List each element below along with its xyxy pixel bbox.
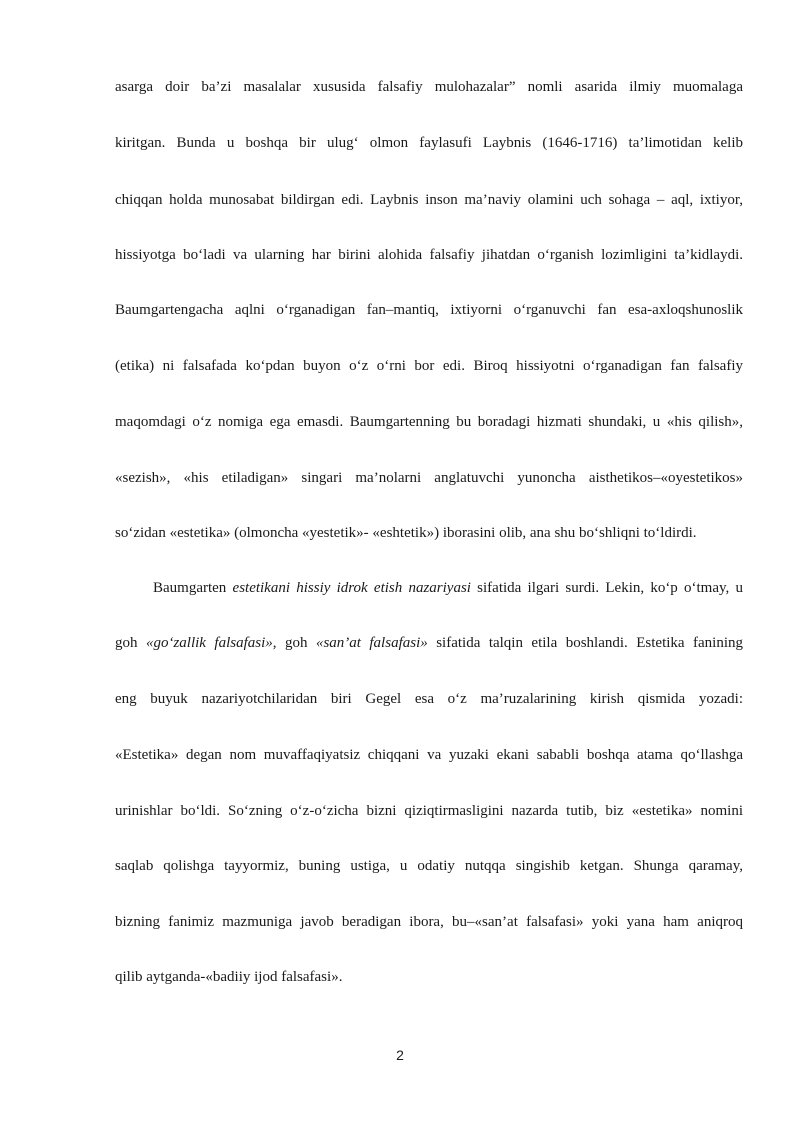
- italic-term: «go‘zallik falsafasi»: [145, 635, 273, 651]
- paragraph-line: [115, 633, 743, 653]
- paragraph-line: hissiyotga bo‘ladi va ularning har birini alohida falsafiy jihatdan o‘rganish lozimligini ta’kidlaydi.: [115, 247, 743, 263]
- page-number: 2: [396, 1047, 404, 1063]
- paragraph-line: [153, 578, 743, 598]
- paragraph-line: eng buyuk nazariyotchilaridan biri Gegel esa o‘z ma’ruzalarining kirish qismida yozadi:: [115, 691, 743, 707]
- paragraph-line: Baumgartengacha aqlni o‘rganadigan fan–mantiq, ixtiyorni o‘rganuvchi fan esa-axloqshunoslik: [115, 302, 743, 318]
- paragraph-line: «sezish», «his etiladigan» singari ma’nolarni anglatuvchi yunoncha aisthetikos–«oyestetikos»: [115, 470, 743, 486]
- paragraph-line: kiritgan. Bunda u boshqa bir ulug‘ olmon faylasufi Laybnis (1646-1716) ta’limotidan kelib: [115, 135, 743, 151]
- paragraph-line: so‘zidan «estetika» (olmoncha «yestetik»- «eshtetik») iborasini olib, ana shu bo‘shliqni to‘ldirdi.: [115, 525, 697, 541]
- text-run: goh: [115, 635, 146, 651]
- paragraph-line: qilib aytganda-«badiiy ijod falsafasi».: [115, 969, 343, 985]
- paragraph-line: (etika) ni falsafada ko‘pdan buyon o‘z o‘rni bor edi. Biroq hissiyotni o‘rganadigan fan falsafiy: [115, 358, 743, 374]
- paragraph-line: «Estetika» degan nom muvaffaqiyatsiz chiqqani va yuzaki ekani sababli boshqa atama qo‘llashga: [115, 747, 743, 763]
- paragraph-line: bizning fanimiz mazmuniga javob beradigan ibora, bu–«san’at falsafasi» yoki yana ham aniqroq: [115, 914, 743, 930]
- text-run: sifatida ilgari surdi. Lekin, ko‘p o‘tmay, u: [470, 580, 743, 596]
- italic-term: estetikani hissiy idrok etish nazariyasi: [232, 580, 471, 596]
- paragraph-line: maqomdagi o‘z nomiga ega emasdi. Baumgartenning bu boradagi hizmati shundaki, u «his qilish»,: [115, 414, 743, 430]
- text-run: , goh: [272, 635, 316, 651]
- italic-term: «san’at falsafasi»: [315, 635, 428, 651]
- paragraph-line: urinishlar bo‘ldi. So‘zning o‘z-o‘zicha bizni qiziqtirmasligini nazarda tutib, biz «estetika» nomini: [115, 803, 743, 819]
- paragraph-line: asarga doir ba’zi masalalar xususida falsafiy mulohazalar” nomli asarida ilmiy muomalaga: [115, 79, 743, 95]
- text-run: Baumgarten: [153, 580, 233, 596]
- paragraph-line: chiqqan holda munosabat bildirgan edi. Laybnis inson ma’naviy olamini uch sohaga – aql, ixtiyor,: [115, 192, 743, 208]
- text-run: sifatida talqin etila boshlandi. Estetika fanining: [427, 635, 744, 651]
- paragraph-line: saqlab qolishga tayyormiz, buning ustiga, u odatiy nutqqa singishib ketgan. Shunga qaramay,: [115, 858, 743, 874]
